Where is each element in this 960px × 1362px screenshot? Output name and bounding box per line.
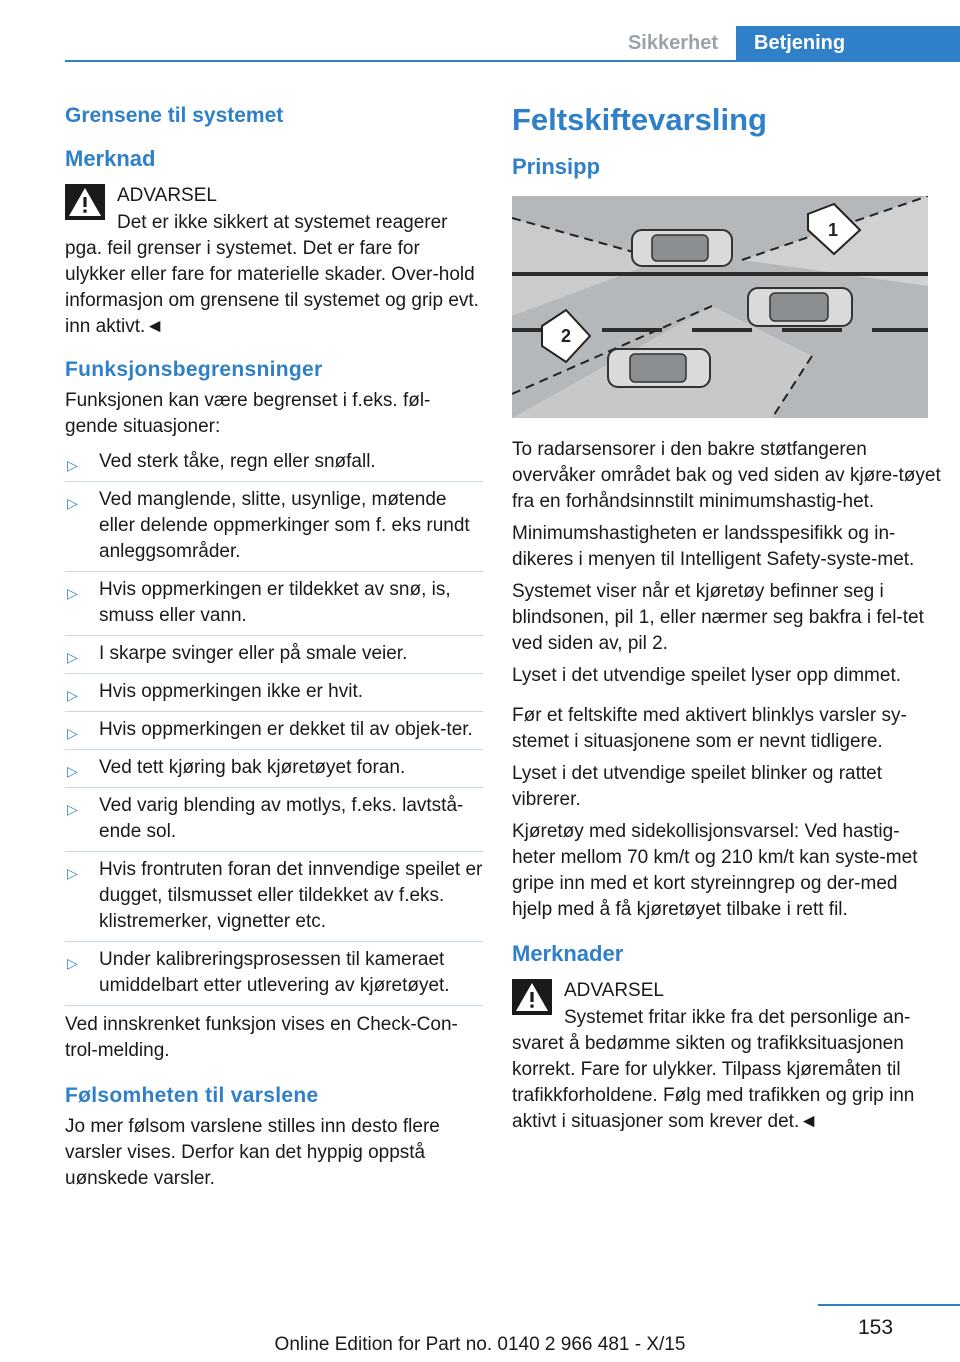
car-icon bbox=[748, 288, 852, 326]
triangle-bullet-icon: ▷ bbox=[67, 763, 78, 779]
warning-triangle-icon bbox=[512, 979, 552, 1015]
warning-label: ADVARSEL bbox=[564, 980, 664, 1001]
header-rule bbox=[65, 60, 960, 62]
page-title: Feltskiftevarsling bbox=[512, 102, 767, 137]
list-item bbox=[65, 572, 483, 636]
list-item-text: Hvis oppmerkingen er tildekket av snø, is, smuss eller vann. bbox=[99, 579, 451, 626]
list-item bbox=[65, 636, 483, 674]
folsomhet-text: Jo mer følsom varslene stilles inn desto flere varsler vises. Derfor kan det hyppig oppstå uønskede varsler. bbox=[65, 1116, 440, 1189]
lane-change-illustration bbox=[512, 196, 928, 418]
car-icon bbox=[608, 349, 710, 387]
list-item bbox=[65, 444, 483, 482]
list-item-text: I skarpe svinger eller på smale veier. bbox=[99, 643, 408, 664]
list-item bbox=[65, 788, 483, 852]
heading-funksjonsbegrensninger: Funksjonsbegrensninger bbox=[65, 358, 323, 381]
triangle-bullet-icon: ▷ bbox=[67, 649, 78, 665]
list-item-text: Ved manglende, slitte, usynlige, møtende eller delende oppmerkinger som f. eks rundt anleggsområder. bbox=[99, 489, 470, 562]
list-item-text: Ved tett kjøring bak kjøretøyet foran. bbox=[99, 757, 406, 778]
warning-first-line: Systemet fritar ikke fra det personlige an- bbox=[564, 1007, 911, 1028]
triangle-bullet-icon: ▷ bbox=[67, 585, 78, 601]
heading-grensene: Grensene til systemet bbox=[65, 104, 284, 127]
list-item-text: Under kalibreringsprosessen til kameraet umiddelbart etter utlevering av kjøretøyet. bbox=[99, 949, 450, 996]
triangle-bullet-icon: ▷ bbox=[67, 495, 78, 511]
heading-merknad: Merknad bbox=[65, 146, 156, 171]
warning-text: svaret å bedømme sikten og trafikksituasjonen korrekt. Fare for ulykker. Tilpass kjøremåten til trafikkforholdene. Følg med trafikken og grip inn aktivt i situasjoner som krever det.◄ bbox=[512, 1033, 915, 1132]
paragraph: Lyset i det utvendige speilet lyser opp dimmet. bbox=[512, 665, 901, 686]
paragraph: To radarsensorer i den bakre støtfangeren overvåker området bak og ved siden av kjøre-tøyet fra en forhåndsinnstilt minimumshastig-het. bbox=[512, 439, 941, 512]
list-item-text: Hvis frontruten foran det innvendige speilet er dugget, tilsmusset eller tildekket av f.eks. klistremerker, vignetter etc. bbox=[99, 859, 483, 932]
list-item-text: Ved sterk tåke, regn eller snøfall. bbox=[99, 451, 376, 472]
triangle-bullet-icon: ▷ bbox=[67, 955, 78, 971]
arrow-2-label: 2 bbox=[560, 326, 572, 346]
list-item bbox=[65, 482, 483, 572]
list-item-text: Hvis oppmerkingen ikke er hvit. bbox=[99, 681, 363, 702]
paragraph: Kjøretøy med sidekollisjonsvarsel: Ved hastig-heter mellom 70 km/t og 210 km/t kan syste-met gripe inn med et kort styreinngrep og der-med hjelp med å få kjøretøyet tilbake i rett fil. bbox=[512, 821, 918, 920]
triangle-bullet-icon: ▷ bbox=[67, 865, 78, 881]
right-column bbox=[512, 96, 942, 1135]
list-item-text: Hvis oppmerkingen er dekket til av objek-ter. bbox=[99, 719, 473, 740]
page-number: 153 bbox=[858, 1316, 894, 1339]
arrow-1-label: 1 bbox=[827, 220, 839, 240]
intro-text: Funksjonen kan være begrenset i f.eks. føl-gende situasjoner: bbox=[65, 390, 431, 437]
warning-triangle-icon bbox=[65, 184, 105, 220]
triangle-bullet-icon: ▷ bbox=[67, 801, 78, 817]
warning-label: ADVARSEL bbox=[117, 185, 217, 206]
warning-text: pga. feil grenser i systemet. Det er fare for ulykker eller fare for materielle skader. Over-hold informasjon om grensene til systemet og grip evt. inn aktivt.◄ bbox=[65, 238, 479, 337]
heading-folsomhet: Følsomheten til varslene bbox=[65, 1084, 319, 1107]
list-item-text: Ved varig blending av motlys, f.eks. lavtstå-ende sol. bbox=[99, 795, 464, 842]
triangle-bullet-icon: ▷ bbox=[67, 687, 78, 703]
triangle-bullet-icon: ▷ bbox=[67, 725, 78, 741]
list-item bbox=[65, 852, 483, 942]
car-icon bbox=[632, 230, 732, 266]
header-section-label: Sikkerhet bbox=[627, 32, 719, 54]
list-item bbox=[65, 712, 483, 750]
warning-first-line: Det er ikke sikkert at systemet reagerer bbox=[117, 212, 448, 233]
paragraph: Systemet viser når et kjøretøy befinner seg i blindsonen, pil 1, eller nærmer seg bakfra i fel-tet ved siden av, pil 2. bbox=[512, 581, 924, 654]
heading-merknader: Merknader bbox=[512, 941, 624, 966]
paragraph: Lyset i det utvendige speilet blinker og rattet vibrerer. bbox=[512, 763, 883, 810]
list-item bbox=[65, 942, 483, 1006]
footer-rule bbox=[818, 1304, 960, 1306]
triangle-bullet-icon: ▷ bbox=[67, 457, 78, 473]
list-item bbox=[65, 750, 483, 788]
heading-prinsipp: Prinsipp bbox=[512, 154, 601, 179]
warning-box-2 bbox=[512, 977, 942, 1135]
limitation-list bbox=[65, 444, 483, 1006]
footer-edition: Online Edition for Part no. 0140 2 966 481 - X/15 bbox=[274, 1334, 686, 1355]
check-control-text: Ved innskrenket funksjon vises en Check-Con-trol-melding. bbox=[65, 1014, 458, 1061]
paragraph: Minimumshastigheten er landsspesifikk og in-dikeres i menyen til Intelligent Safety-syste-met. bbox=[512, 523, 915, 570]
warning-box-1 bbox=[65, 182, 483, 340]
list-item bbox=[65, 674, 483, 712]
header-active-tab: Betjening bbox=[736, 26, 960, 62]
paragraph: Før et feltskifte med aktivert blinklys varsler sy-stemet i situasjonene som er nevnt tidligere. bbox=[512, 705, 907, 752]
left-column bbox=[65, 96, 483, 1192]
